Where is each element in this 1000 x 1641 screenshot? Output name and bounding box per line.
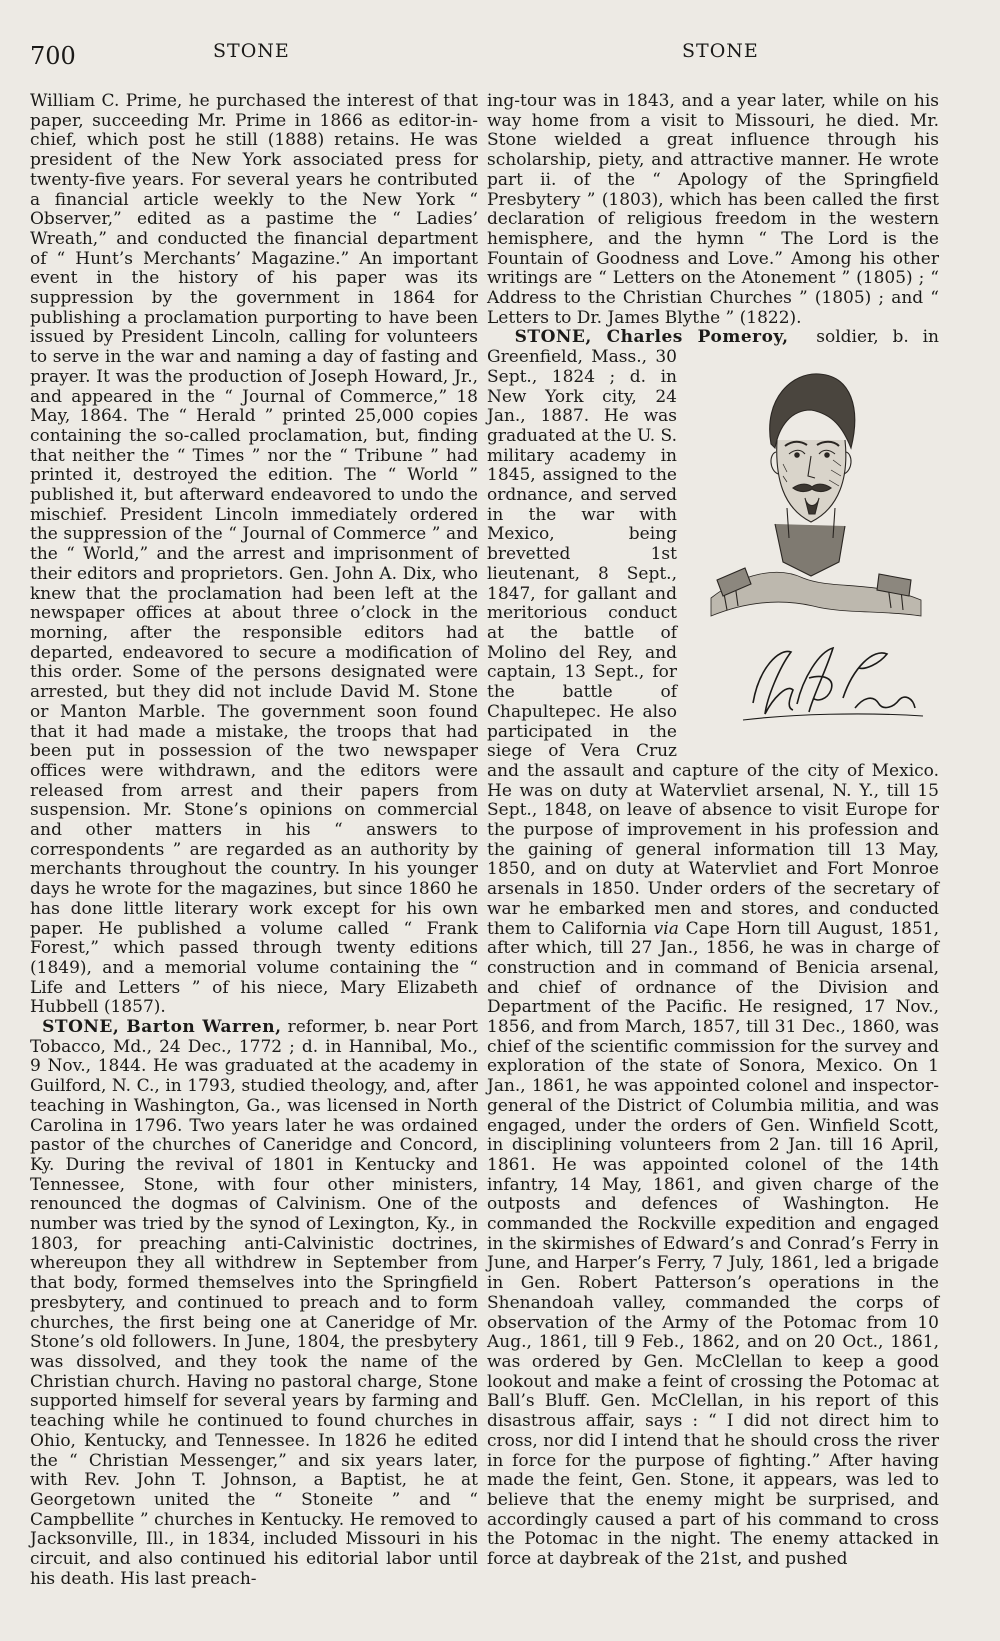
entry-charles-stone [487,328,939,1569]
barton-stone-continuation: ing-tour was in 1843, and a year later, while on his way home from a visit to Missouri, he died. Mr. Stone wielded a great influence through his scholarship, piety, and attractive manner. He wrote part ii. of the “ Apology of the Springfield Presbytery ” (1803), which has been called the first declaration of religious freedom in the western hemisphere, and the hymn “ The Lord is the Fountain of Goodness and Love.” Among his other writings are “ Letters on the Atonement ” (1805) ; “ Address to the Christian Churches ” (1805) ; and “ Letters to Dr. James Blythe ” (1822). [487,91,939,328]
italic-via: via [653,918,679,939]
running-head-right: STONE [682,40,759,62]
entry-heading: STONE, Charles Pomeroy, [514,327,789,348]
entry-body: reformer, b. near Port Tobacco, Md., 24 Dec., 1772 ; d. in Hannibal, Mo., 9 Nov., 1844. He was graduated at the academy in Guilford, N. C., in 1793, studied theology, and, after teaching in Washington, Ga., was licensed in North Carolina in 1796. Two years later he was ordained pastor of the churches of Caneridge and Concord, Ky. During the revival of 1801 in Kentucky and Tennessee, Stone, with four other ministers, renounced the dogmas of Calvinism. One of the number was tried by the synod of Lexington, Ky., in 1803, for preaching anti-Calvinistic doctrines, whereupon they all withdrew in September from that body, formed themselves into the Springfield presbytery, and continued to preach and to form churches, the first being one at Caneridge of Mr. Stone’s old followers. In June, 1804, the presbytery was dissolved, and they took the name of the Christian church. Having no pastoral charge, Stone supported himself for several years by farming and teaching while he continued to found churches in Ohio, Kentucky, and Tennessee. In 1826 he edited the “ Christian Messenger,” and six years later, with Rev. John T. Johnson, a Baptist, he at Georgetown united the “ Stoneite ” and “ Campbellite ” churches in Kentucky. He removed to Jacksonville, Ill., in 1834, included Missouri in his circuit, and also continued his editorial labor until his death. His last preach- [30,1017,478,1589]
running-head-left: STONE [213,40,290,62]
engraved-portrait-icon [683,348,939,746]
entry-body-intro [789,327,803,347]
right-column [487,92,939,1570]
stone-david-continuation: William C. Prime, he purchased the interest of that paper, succeeding Mr. Prime in 1866 as editor-in-chief, which post he still (1888) retains. He was president of the New York associated press for twenty-five years. For several years he contributed a financial article weekly to the New York “ Observer,” edited as a pastime the “ Ladies’ Wreath,” and conducted the financial department of “ Hunt’s Merchants’ Magazine.” An important event in the history of his paper was its suppression by the government in 1864 for publishing a proclamation purporting to have been issued by President Lincoln, calling for volunteers to serve in the war and naming a day of fasting and prayer. It was the production of Joseph Howard, Jr., and appeared in the “ Journal of Commerce,” 18 May, 1864. The “ Herald ” printed 25,000 copies containing the so-called proclamation, but, finding that neither the “ Times ” nor the “ Tribune ” had printed it, destroyed the edition. The “ World ” published it, but afterward endeavored to undo the mischief. President Lincoln immediately ordered the suppression of the “ Journal of Commerce ” and the “ World,” and the arrest and imprisonment of their editors and proprietors. Gen. John A. Dix, who knew that the proclamation had been left at the newspaper offices at about three o’clock in the morning, after the responsible editors had departed, endeavored to secure a modification of this order. Some of the persons designated were arrested, but they did not include David M. Stone or Manton Marble. The government soon found that it had made a mistake, the troops that had been put in possession of the two newspaper offices were withdrawn, and the editors were released from arrest and their papers from suspension. Mr. Stone’s opinions on commercial and other matters in his “ answers to correspondents ” are regarded as an authority by merchants throughout the country. In his younger days he wrote for the magazines, but since 1860 he has done little literary work except for his own paper. He published a volume called “ Frank Forest,” which passed through twenty editions (1849), and a memorial volume containing the “ Life and Letters ” of his niece, Mary Elizabeth Hubbell (1857). [30,91,478,1018]
page-number: 700 [30,42,76,70]
entry-barton-stone [30,1018,478,1589]
entry-body: soldier, b. in Greenfield, Mass., 30 Sept., 1824 ; d. in New York city, 24 Jan., 1887. He was graduated at the U. S. military academy in 1845, assigned to the ordnance, and served in the war with Mexico, being brevetted 1st lieutenant, 8 Sept., 1847, for gallant and meritorious conduct at the battle of Molino del Rey, and captain, 13 Sept., for the battle of Chapultepec. He also participated in the siege of Vera Cruz and the assault and capture of the city of Mexico. He was on duty at Watervliet arsenal, N. Y., till 15 Sept., 1848, on leave of absence to visit Europe for the purpose of improvement in his profession and the gaining of general information till 13 May, 1850, and on duty at Watervliet and Fort Monroe arsenals in 1850. Under orders of the secretary of war he embarked men and stores, and conducted them to California [487,327,940,939]
left-column [30,92,478,1589]
entry-body-continued: Cape Horn till August, 1851, after which, till 27 Jan., 1856, he was in charge of construction and in command of Benicia arsenal, and chief of ordnance of the Division and Department of the Pacific. He resigned, 17 Nov., 1856, and from March, 1857, till 31 Dec., 1860, was chief of the scientific commission for the survey and exploration of the state of Sonora, Mexico. On 1 Jan., 1861, he was appointed colonel and inspector-general of the District of Columbia militia, and was engaged, under the orders of Gen. Winfield Scott, in disciplining volunteers from 2 Jan. till 16 April, 1861. He was appointed colonel of the 14th infantry, 14 May, 1861, and given charge of the outposts and defences of Washington. He commanded the Rockville expedition and engaged in the skirmishes of Edward’s and Conrad’s Ferry in June, and Harper’s Ferry, 7 July, 1861, led a brigade in Gen. Robert Patterson’s operations in the Shenandoah valley, commanded the corps of observation of the Army of the Potomac from 10 Aug., 1861, till 9 Feb., 1862, and on 20 Oct., 1861, was ordered by Gen. McClellan to keep a good lookout and make a feint of crossing the Potomac at Ball’s Bluff. Gen. McClellan, in his report of this disastrous affair, says : “ I did not direct him to cross, nor did I intend that he should cross the river in force for the purpose of fighting.” After having made the feint, Gen. Stone, it appears, was led to believe that the enemy might be surprised, and accordingly caused a part of his command to cross the Potomac in the night. The enemy attacked in force at daybreak of the 21st, and pushed [487,918,939,1570]
entry-heading: STONE, Barton Warren, [42,1017,282,1038]
portrait-figure [683,348,939,746]
